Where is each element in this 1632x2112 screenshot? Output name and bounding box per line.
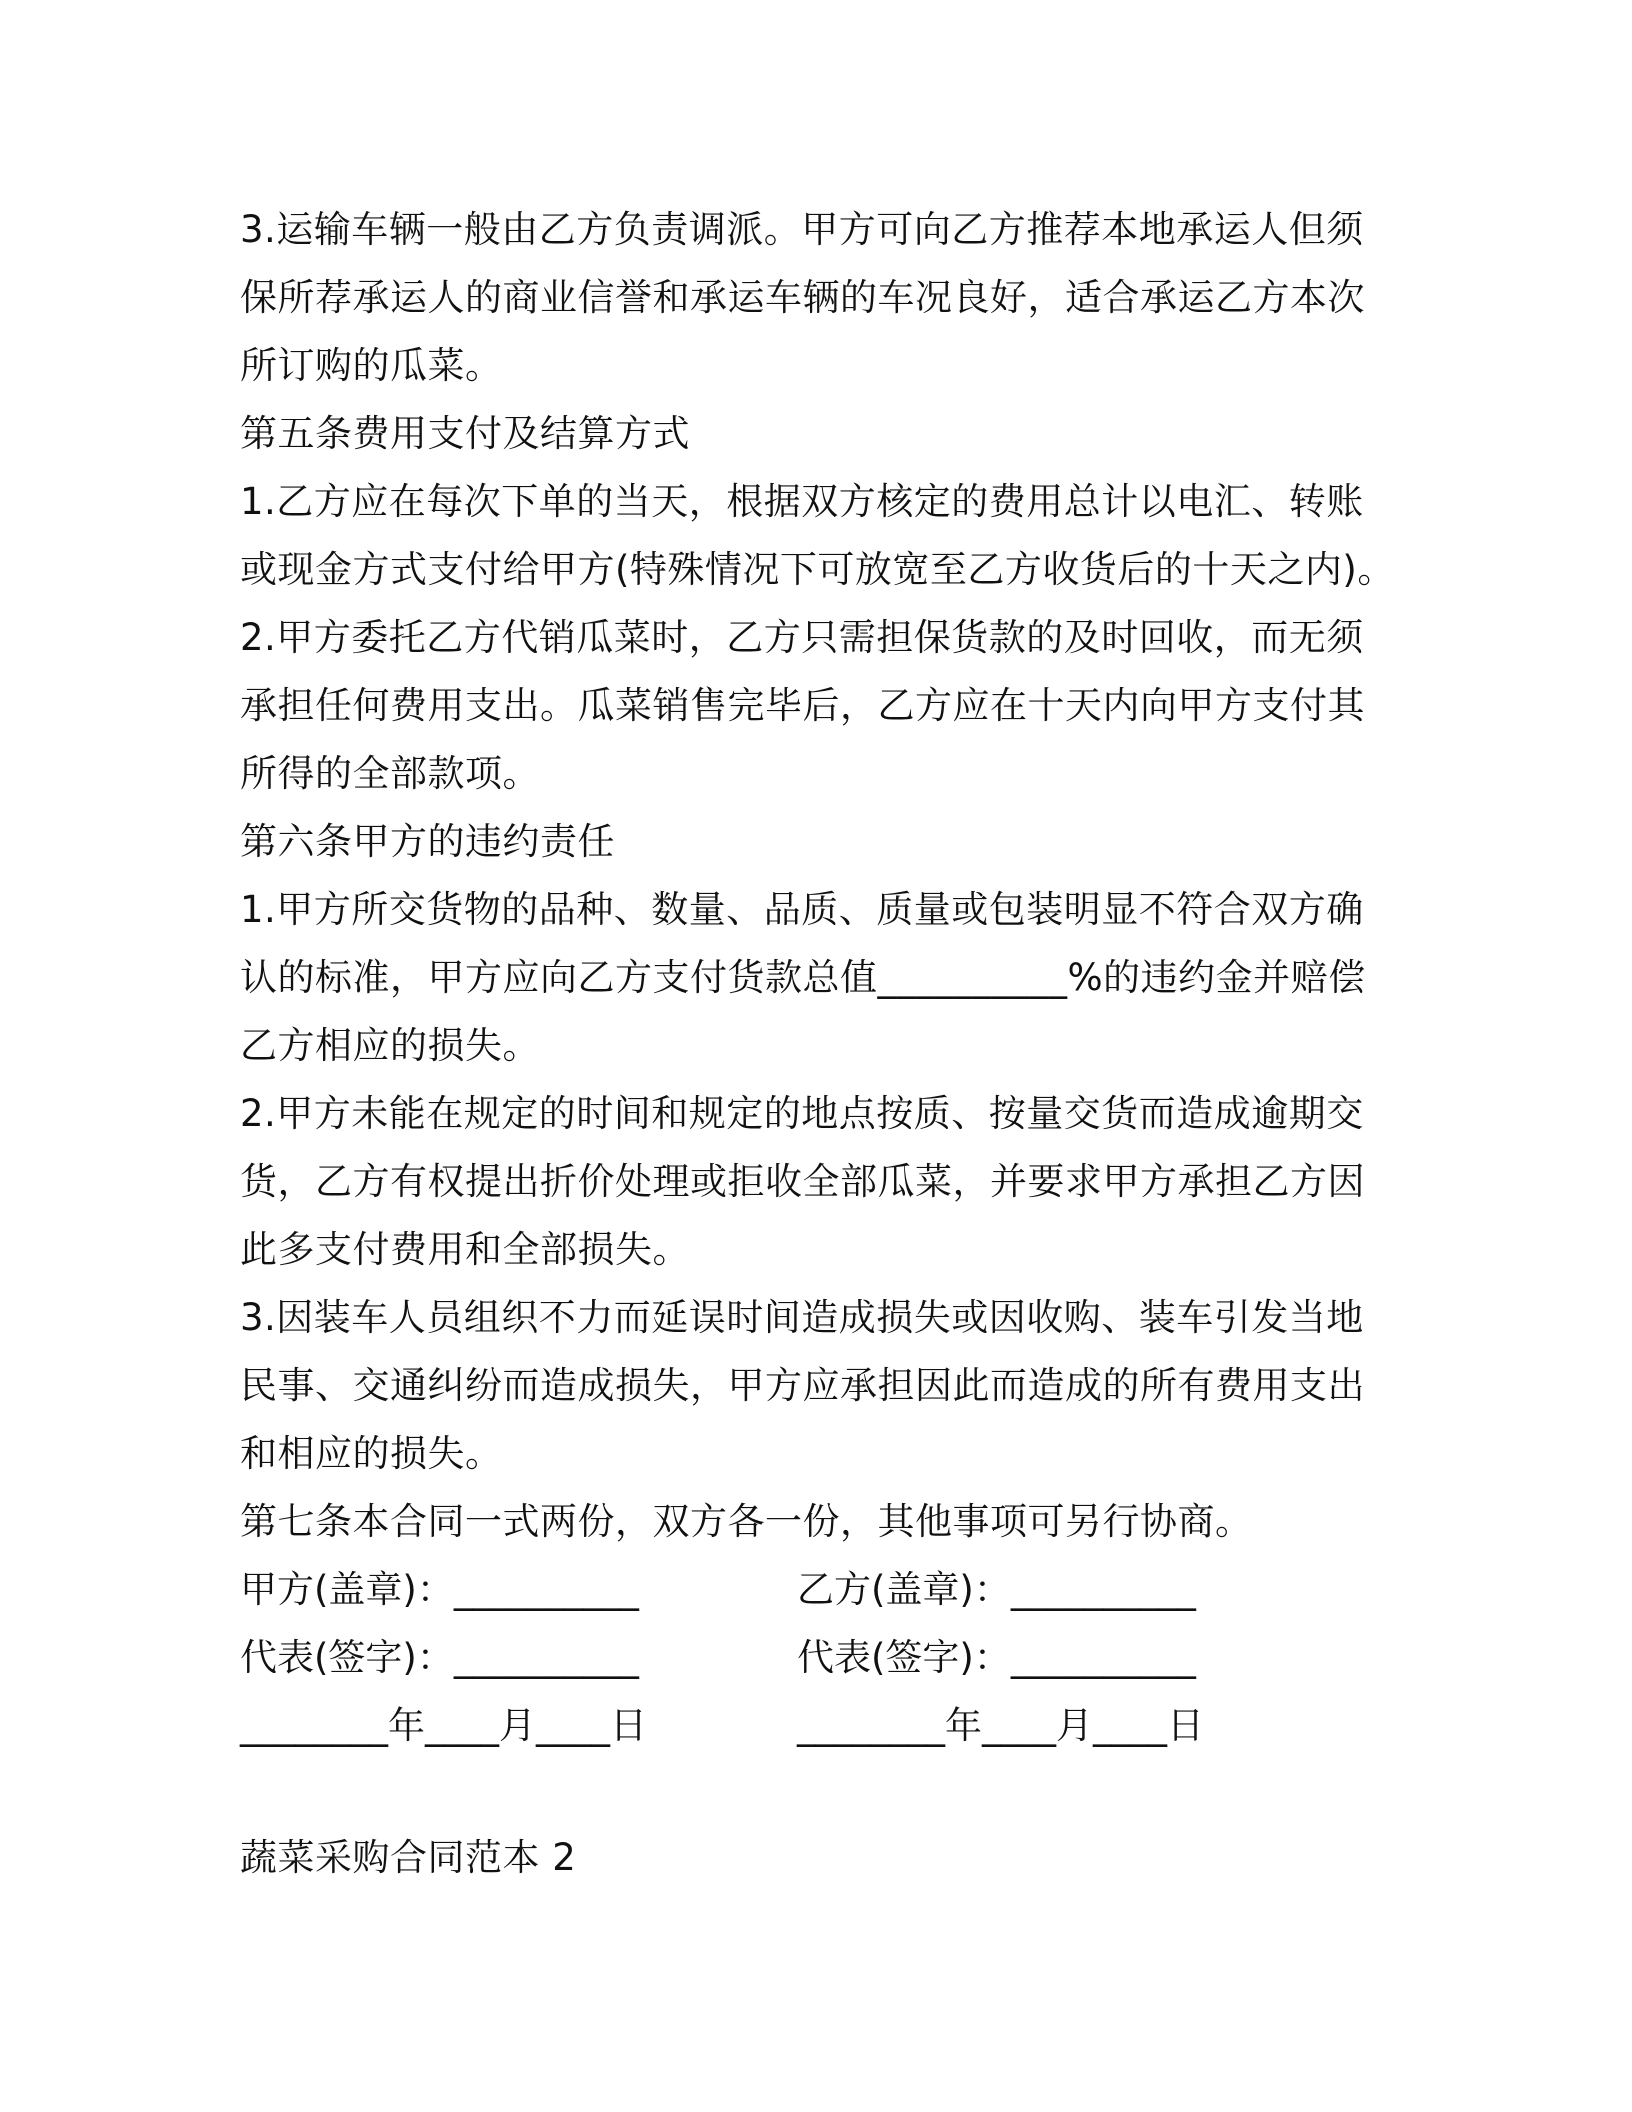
clause-text-line: 1.甲方所交货物的品种、数量、品质、质量或包装明显不符合双方确	[240, 888, 1364, 931]
signature-row-date	[240, 1692, 1370, 1760]
document-page	[240, 196, 1395, 1892]
section-spacer	[240, 1760, 1370, 1824]
clause-text-line: 此多支付费用和全部损失。	[240, 1228, 690, 1271]
clause-text-line: 3.因装车人员组织不力而延误时间造成损失或因收购、装车引发当地	[240, 1296, 1364, 1339]
signature-row-representative	[240, 1624, 1370, 1692]
party-b-representative-field: 代表(签字)：__________	[797, 1636, 1196, 1679]
clause-text-line: 所订购的瓜菜。	[240, 344, 503, 387]
clause-text-line: 所得的全部款项。	[240, 752, 540, 795]
clause-text-line: 乙方相应的损失。	[240, 1024, 540, 1067]
clause-text-line: 2.甲方未能在规定的时间和规定的地点按质、按量交货而造成逾期交	[240, 1092, 1364, 1135]
clause-text-line: 货，乙方有权提出折价处理或拒收全部瓜菜，并要求甲方承担乙方因	[240, 1160, 1365, 1203]
clause-text-line: 认的标准，甲方应向乙方支付货款总值__________%的违约金并赔偿	[240, 956, 1366, 999]
clause-text-line: 或现金方式支付给甲方(特殊情况下可放宽至乙方收货后的十天之内)。	[240, 548, 1395, 591]
clause-text-line: 1.乙方应在每次下单的当天，根据双方核定的费用总计以电汇、转账	[240, 480, 1364, 523]
party-a-date-field: ________年____月____日	[240, 1704, 647, 1747]
clause-text-line: 承担任何费用支出。瓜菜销售完毕后，乙方应在十天内向甲方支付其	[240, 684, 1365, 727]
party-a-seal-field: 甲方(盖章)：__________	[240, 1568, 639, 1611]
clause-text-line: 民事、交通纠纷而造成损失，甲方应承担因此而造成的所有费用支出	[240, 1364, 1365, 1407]
party-b-date-field: ________年____月____日	[797, 1704, 1204, 1747]
clause-text-line: 2.甲方委托乙方代销瓜菜时，乙方只需担保货款的及时回收，而无须	[240, 616, 1364, 659]
section-heading-article-7: 第七条本合同一式两份，双方各一份，其他事项可另行协商。	[240, 1500, 1253, 1543]
next-contract-title: 蔬菜采购合同范本 2	[240, 1836, 577, 1879]
clause-text-line: 保所荐承运人的商业信誉和承运车辆的车况良好，适合承运乙方本次	[240, 276, 1365, 319]
party-a-representative-field: 代表(签字)：__________	[240, 1636, 639, 1679]
clause-text-line: 和相应的损失。	[240, 1432, 503, 1475]
section-heading-article-6: 第六条甲方的违约责任	[240, 820, 615, 863]
party-b-seal-field: 乙方(盖章)：__________	[797, 1568, 1196, 1611]
section-heading-article-5: 第五条费用支付及结算方式	[240, 412, 690, 455]
clause-text-line: 3.运输车辆一般由乙方负责调派。甲方可向乙方推荐本地承运人但须	[240, 208, 1364, 251]
signature-row-seal	[240, 1556, 1370, 1624]
